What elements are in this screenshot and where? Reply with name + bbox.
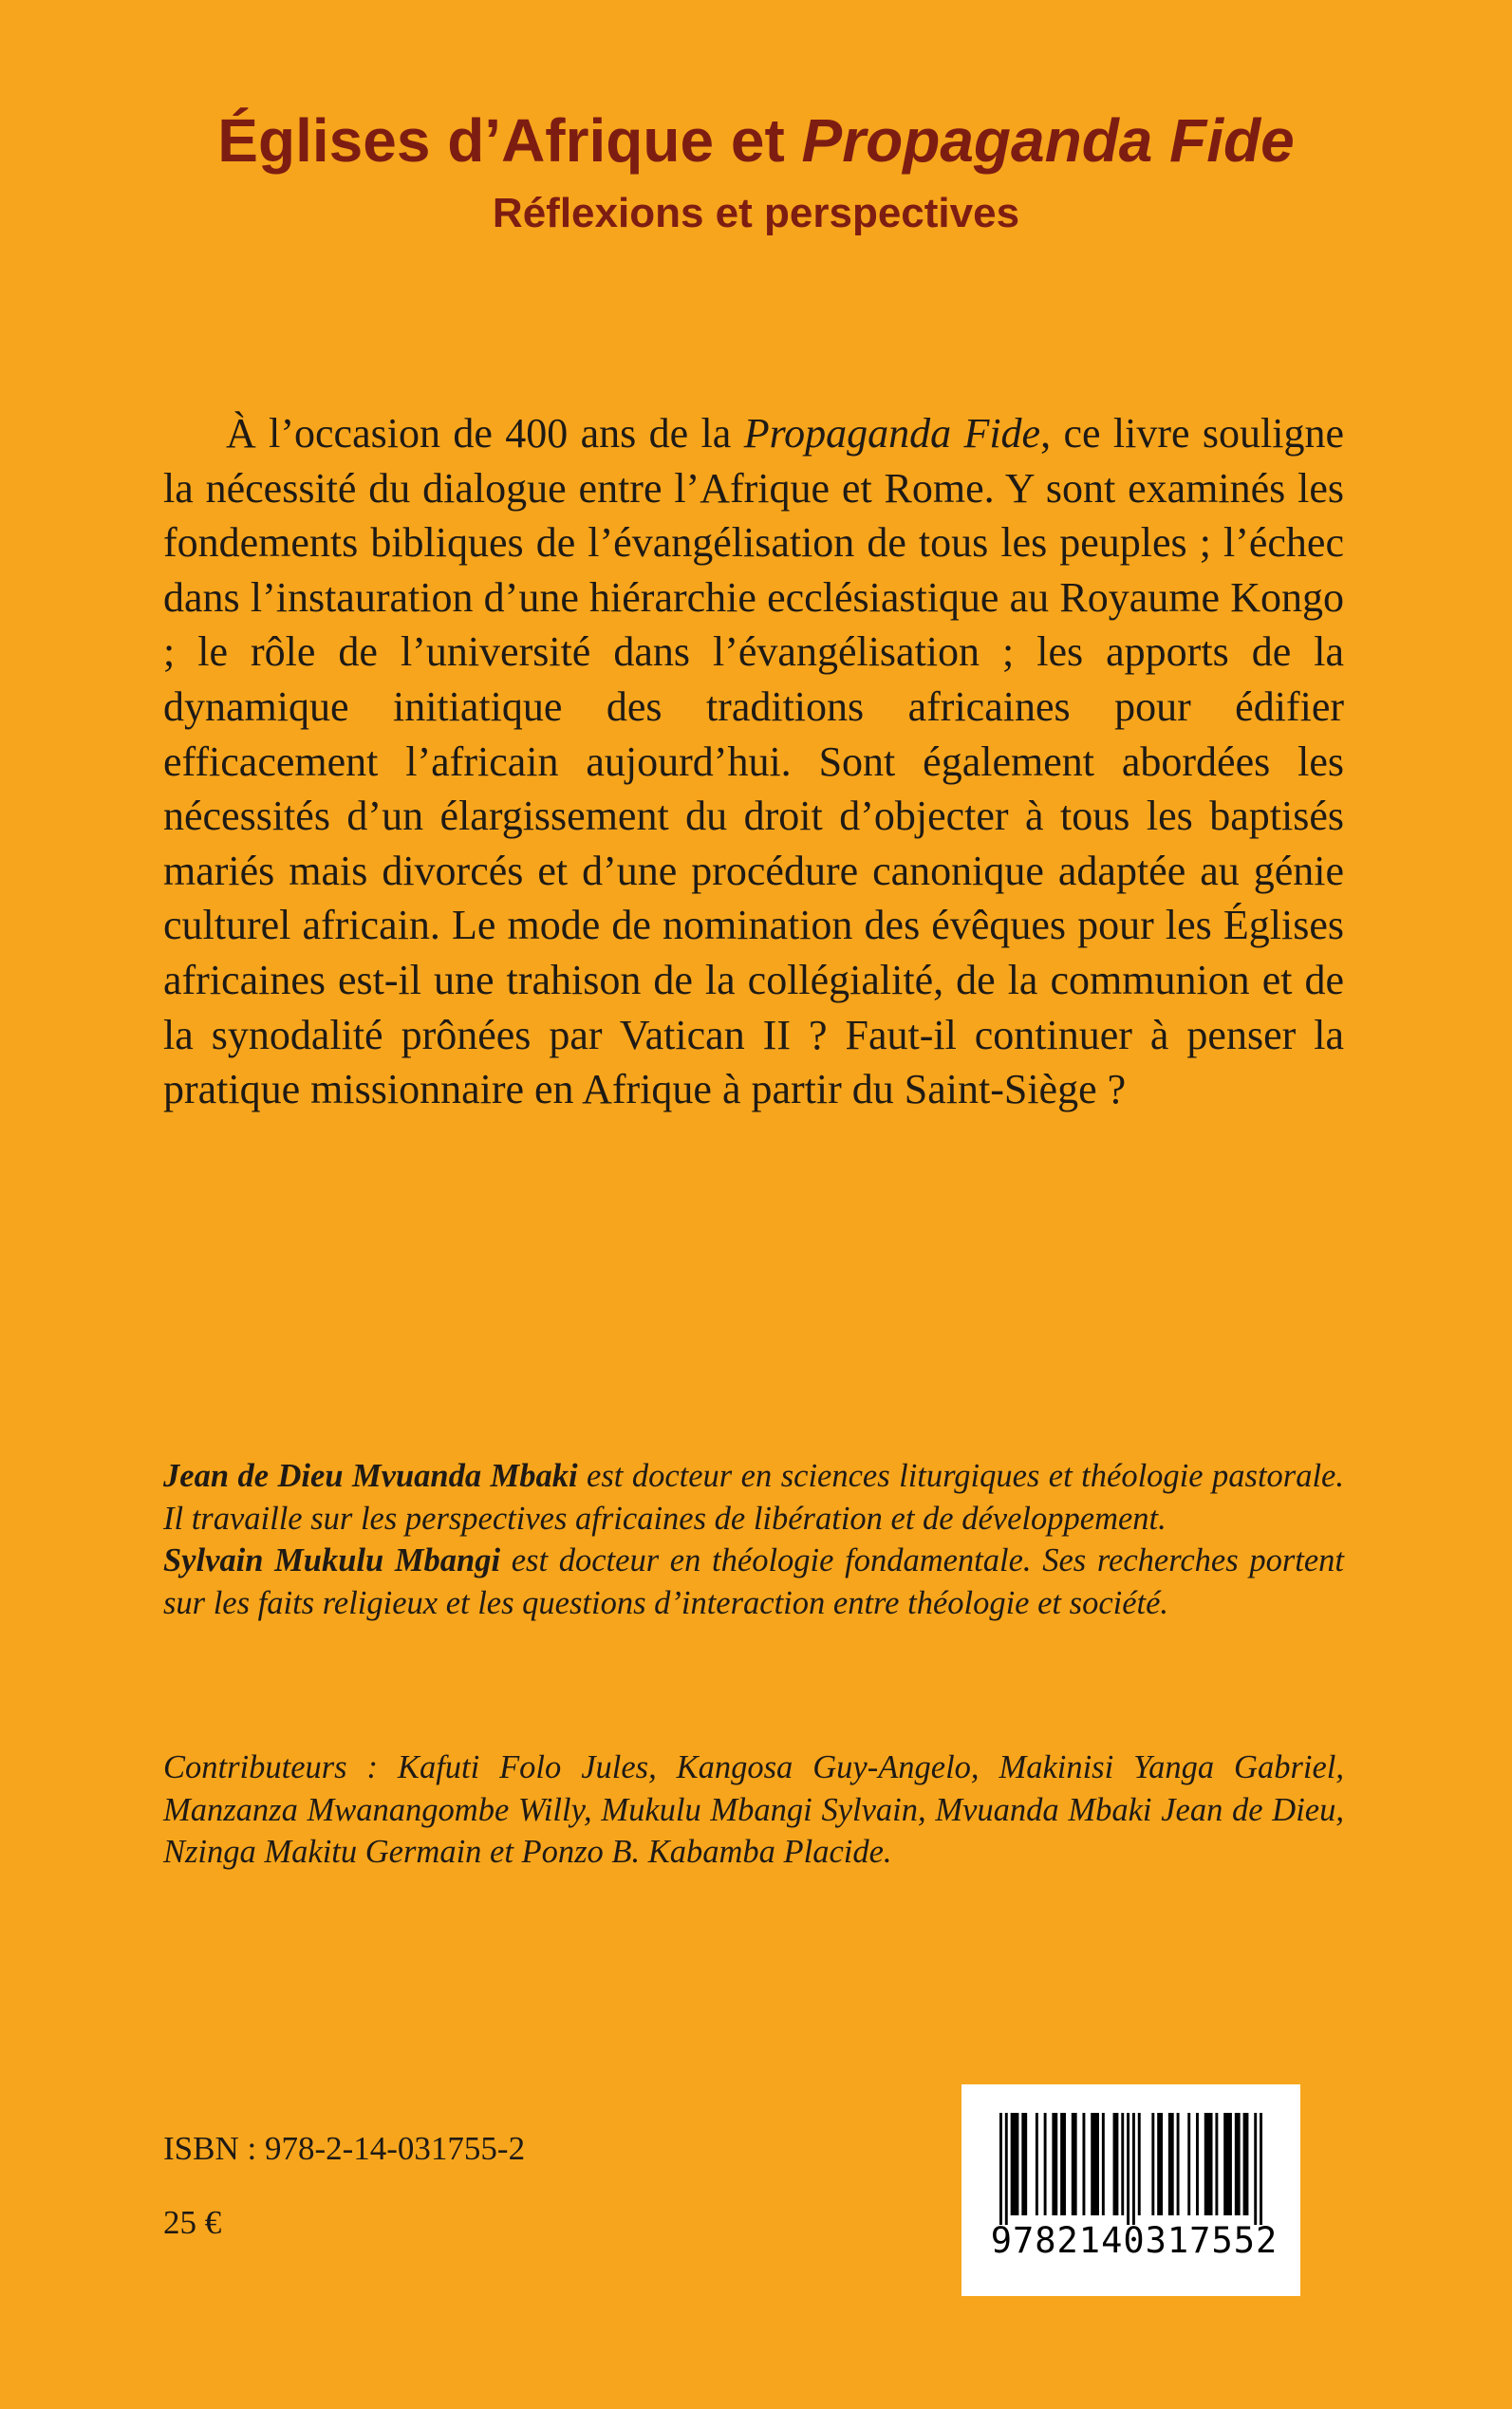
barcode-bar [1168,2113,1174,2215]
book-subtitle: Réflexions et perspectives [492,190,1020,236]
contributors-list: Contributeurs : Kafuti Folo Jules, Kangosa Guy-Angelo, Makinisi Yanga Gabriel, Manzanza Mwanangombe Willy, Mukulu Mbangi Sylvain, Mvuanda Mbaki Jean de Dieu, Nzinga Makitu Germain et Ponzo B. Kabamba Placide. [163,1749,1344,1870]
barcode-bar [1204,2113,1213,2215]
barcode-bar [1151,2113,1154,2215]
barcode-bar [1132,2113,1135,2225]
barcode-bar [1113,2113,1119,2215]
author-name: Sylvain Mukulu Mbangi [163,1542,501,1578]
barcode-bar [1243,2113,1249,2215]
barcode-bar [1223,2113,1232,2215]
author-bio [163,1540,1344,1624]
barcode [961,2084,1300,2296]
title-main: Églises d’Afrique et [217,106,802,175]
price-text: 25 € [163,2204,222,2241]
barcode-bar [1021,2113,1027,2215]
barcode-bar [1177,2113,1180,2215]
barcode-bar [1254,2113,1257,2225]
barcode-bar [1091,2113,1099,2215]
barcode-bar [1157,2113,1163,2215]
isbn-text: ISBN : 978-2-14-031755-2 [163,2130,526,2167]
barcode-bar [1072,2113,1077,2215]
author-name: Jean de Dieu Mvuanda Mbaki [163,1458,578,1494]
barcode-bar [1260,2113,1262,2225]
author-bio-text: est docteur en théologie fondamentale. Ses recherches portent sur les faits religieux et les questions d’interaction entre théologie et société. [163,1542,1344,1621]
barcode-bar [1235,2113,1241,2215]
barcode-bar [1215,2113,1218,2215]
book-title [0,103,1512,178]
barcode-bar [1036,2113,1038,2215]
blurb-part1: À l’occasion de 400 ans de la [226,410,744,457]
barcode-bar [1044,2113,1047,2215]
barcode-bar [1196,2113,1199,2215]
author-bio [163,1455,1344,1540]
barcode-bar [999,2113,1002,2225]
barcode-bar [1102,2113,1105,2215]
barcode-bar [1060,2113,1066,2215]
barcode-bars [999,2113,1262,2225]
barcode-bar [1005,2113,1008,2225]
barcode-bar [1011,2113,1019,2215]
author-bio-text: est docteur en sciences liturgiques et théologie pastorale. Il travaille sur les perspectives africaines de libération et de développement. [163,1458,1344,1537]
barcode-bar [1121,2113,1124,2215]
blurb-italic: Propaganda Fide [743,410,1041,457]
barcode-bar [1138,2113,1141,2215]
barcode-bar [1127,2113,1129,2225]
title-italic: Propaganda Fide [801,106,1295,175]
author-bios [163,1455,1344,1624]
blurb-part2: , ce livre souligne la nécessité du dialogue entre l’Afrique et Rome. Y sont examinés les fondements bibliques de l’évangélisation de tous les peuples ; l’échec dans l’instauration d’une hiérarchie ecclésiastique au Royaume Kongo ; le rôle de l’université dans l’évangélisation ; les apports de la dynamique initiatique des traditions africaines pour édifier efficacement l’africain aujourd’hui. Sont également abordées les nécessités d’un élargissement du droit d’objecter à tous les baptisés mariés mais divorcés et d’une procédure canonique adaptée au génie culturel africain. Le mode de nomination des évêques pour les Églises africaines est-il une trahison de la collégialité, de la communion et de la synodalité prônées par Vatican II ? Faut-il continuer à penser la pratique missionnaire en Afrique à partir du Saint-Siège ? [163,410,1344,1113]
barcode-bar [1082,2113,1085,2215]
barcode-digits: 9782140317552 [990,2220,1279,2261]
barcode-bar [1052,2113,1057,2215]
barcode-bar [1187,2113,1190,2215]
book-blurb [163,406,1344,1117]
